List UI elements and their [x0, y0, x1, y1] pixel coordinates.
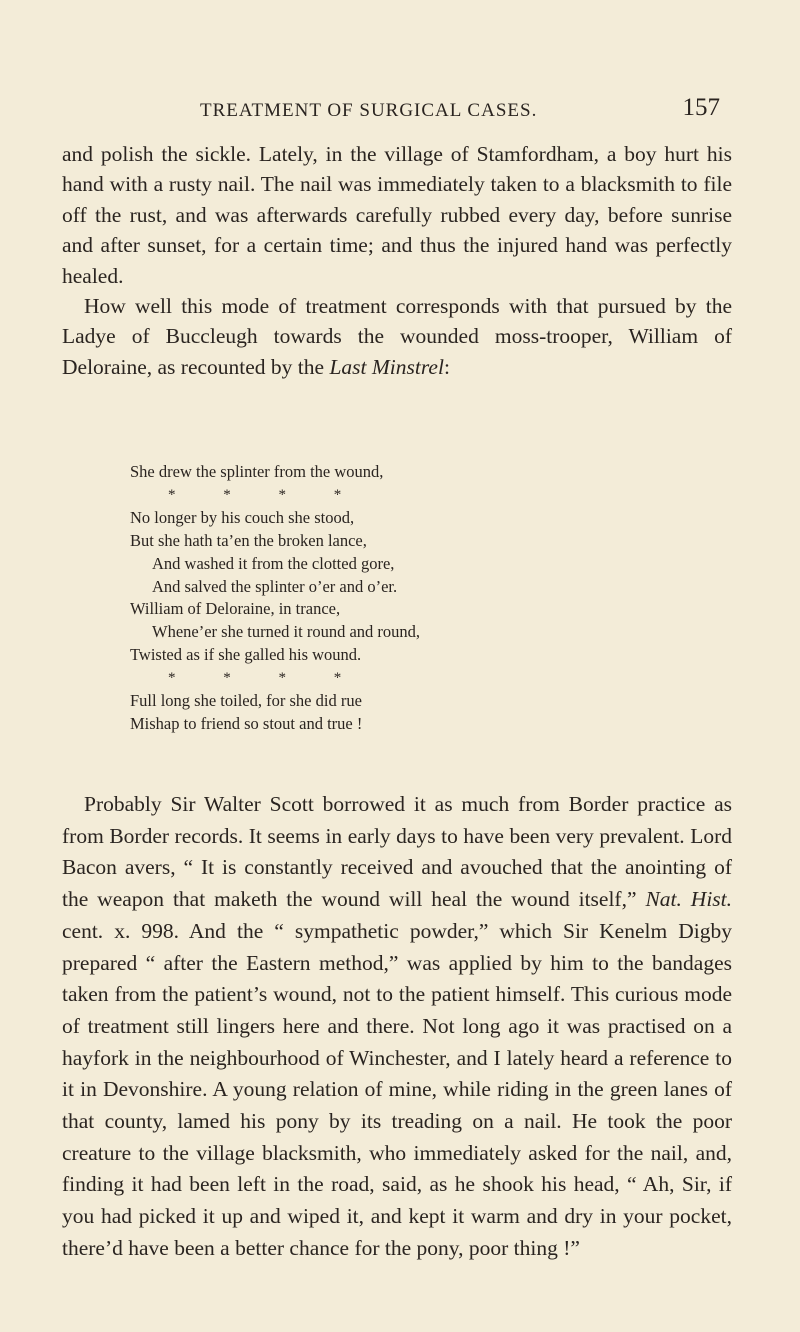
opening-paragraphs	[62, 139, 732, 382]
page-header	[200, 88, 720, 128]
paragraph-buccleugh	[62, 291, 732, 382]
paragraph-text: cent. x. 998. And the “ sympathetic powder,” which Sir Kenelm Digby prepared “ after the Eastern method,” was applied by him to the bandages taken from the patient’s wound, not to the patient himself. This curious mode of treatment still lingers here and there. Not long ago it was practised on a hayfork in the neighbourhood of Winchester, and I lately heard a reference to it in Devonshire. A young relation of mine, while riding in the green lanes of that county, lamed his pony by its treading on a nail. He took the poor creature to the village blacksmith, who immediately asked for the nail, and, finding it had been left in the road, said, as he shook his head, “ Ah, Sir, if you had picked it up and wiped it, and kept it warm and dry in your pocket, there’d have been a better chance for the pony, poor thing !”	[62, 918, 732, 1260]
verse-line: Twisted as if she galled his wound.	[130, 645, 362, 665]
verse-quotation	[130, 461, 630, 736]
verse-line: Whene’er she turned it round and round,	[152, 622, 421, 642]
last-minstrel-title: Last Minstrel	[329, 354, 444, 379]
verse-line: Full long she toiled, for she did rue	[130, 691, 362, 711]
paragraph-text: Probably Sir Walter Scott borrowed it as much from Border practice as from Border records. It seems in early days to have been very prevalent. Lord Bacon avers, “ It is constantly received and avouched that the anointing of the weapon that maketh the wound will heal the wound itself,”	[62, 792, 732, 912]
paragraph-buccleugh-text: How well this mode of treatment corresponds with that pursued by the Ladye of Buccleugh towards the wounded moss-trooper, William of Deloraine, as recounted by the	[62, 294, 732, 379]
paragraph-stamfordham: and polish the sickle. Lately, in the village of Stamfordham, a boy hurt his hand with a rusty nail. The nail was immediately taken to a blacksmith to file off the rust, and was afterwards carefully rubbed every day, before sunrise and after sunset, for a certain time; and thus the injured hand was perfectly healed.	[62, 142, 732, 288]
verse-ellipsis-stars: * * * *	[168, 670, 364, 687]
verse-ellipsis-stars: * * * *	[168, 486, 364, 503]
verse-line: Mishap to friend so stout and true !	[130, 713, 363, 733]
paragraph-buccleugh-colon: :	[443, 354, 450, 379]
verse-line: But she hath ta’en the broken lance,	[130, 530, 367, 550]
verse-line: And washed it from the clotted gore,	[152, 553, 395, 573]
verse-line: William of Deloraine, in trance,	[130, 599, 341, 619]
verse-line: No longer by his couch she stood,	[130, 507, 355, 527]
running-head: TREATMENT OF SURGICAL CASES.	[200, 100, 538, 121]
nat-hist-citation: Nat. Hist.	[645, 887, 733, 912]
verse-line: And salved the splinter o’er and o’er.	[152, 576, 398, 596]
verse-line: She drew the splinter from the wound,	[130, 462, 384, 481]
page-number: 157	[682, 94, 720, 121]
paragraph-sympathetic-powder	[62, 789, 732, 1265]
